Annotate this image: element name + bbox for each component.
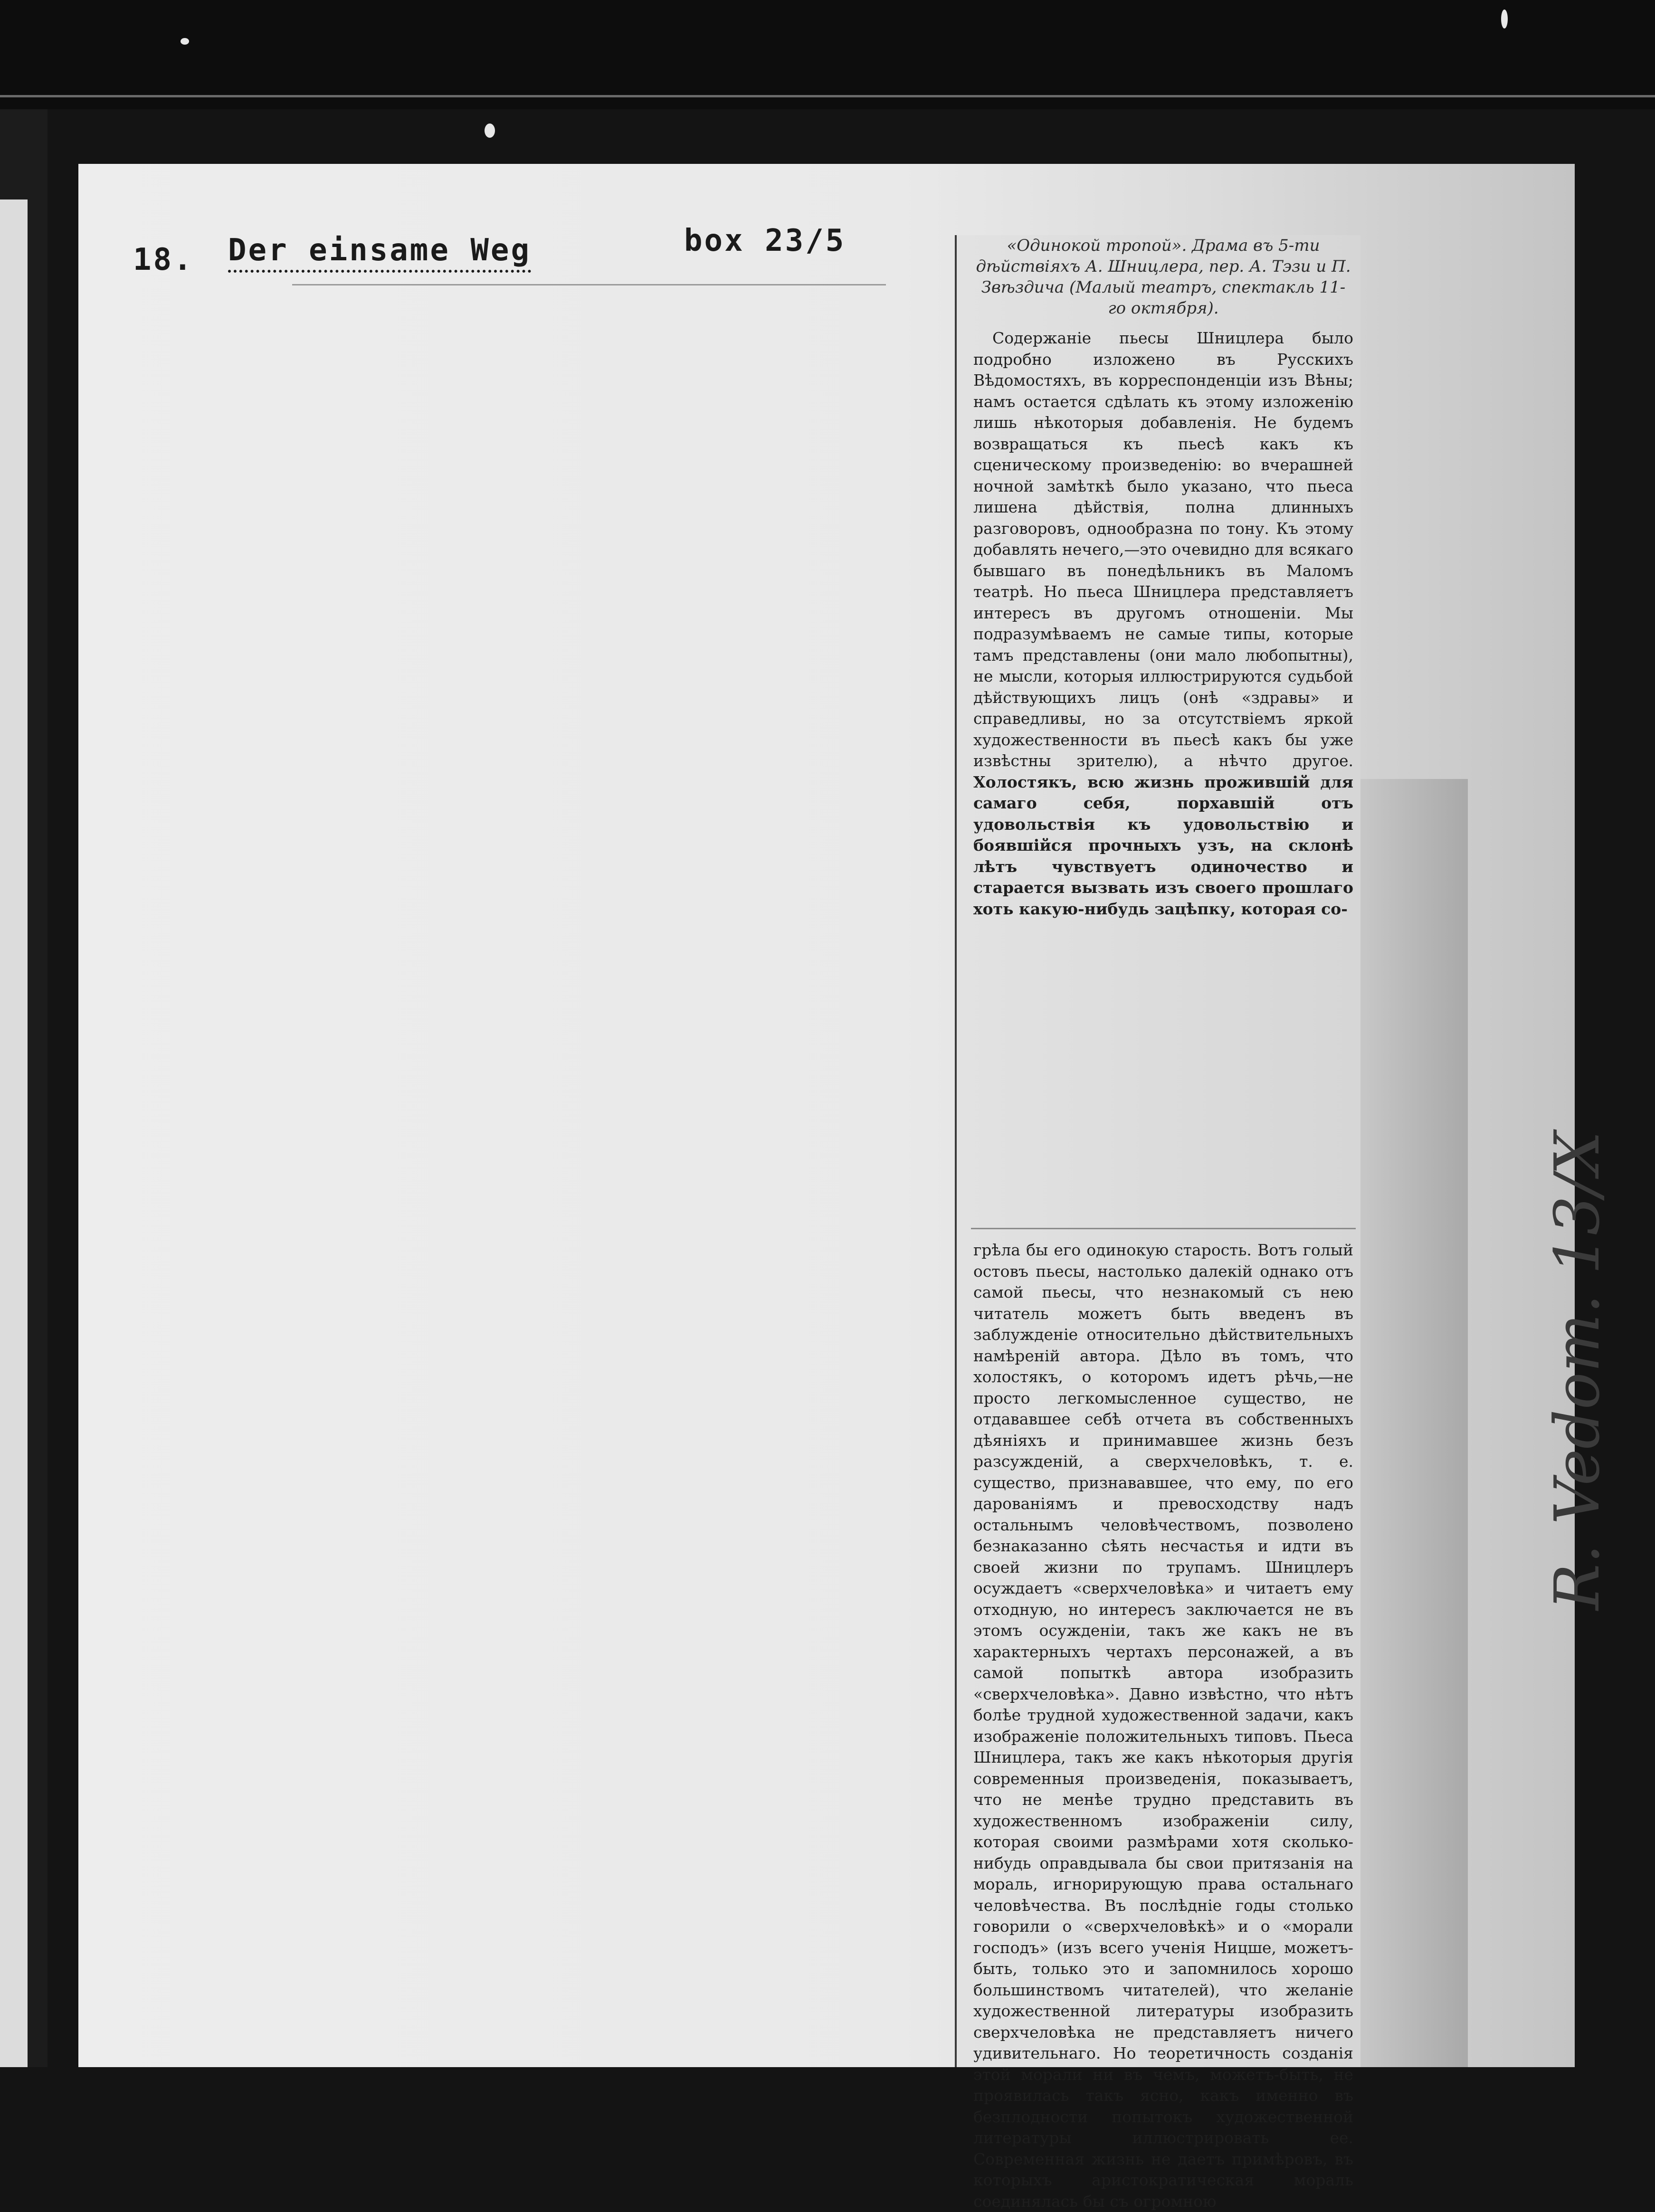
work-title: Der einsame Weg <box>228 233 531 273</box>
clipping-paragraph: грѣла бы его одинокую старость. Вотъ голый остовъ пьесы, настолько далекій однако отъ самой пьесы, что незнакомый съ нею читатель можетъ быть введенъ въ заблужденіе относительно дѣйствительныхъ намѣреній автора. Дѣло въ томъ, что холостякъ, о которомъ идетъ рѣчь,—не просто легкомысленное существо, не отдававшее себѣ отчета въ собственныхъ дѣяніяхъ и принимавшее жизнь безъ разсужденій, а сверхчеловѣкъ, т. е. существо, признававшее, что ему, по его дарованіямъ и превосходству надъ остальнымъ человѣчествомъ, позволено безнаказанно сѣять несчастья и идти въ своей жизни по трупамъ. Шницлеръ осуждаетъ «сверхчеловѣка» и читаетъ ему отходную, но интересъ заключается не въ этомъ осужденіи, такъ же какъ не въ характерныхъ чертахъ персонажей, а въ самой попыткѣ автора изобразить «сверхчеловѣка». Давно извѣстно, что нѣтъ болѣе трудной художественной задачи, какъ изображеніе положительныхъ типовъ. Пьеса Шницлера, такъ же какъ нѣкоторыя другія современныя произведенія, показываетъ, что не менѣе трудно представить въ художественномъ изображеніи силу, которая своими размѣрами хотя сколько-нибудь оправдывала бы свои притязанія на мораль, игнорирующую права остальнаго человѣчества. Въ послѣдніе годы столько говорили о «сверхчеловѣкѣ» и о «морали господъ» (изъ всего ученія Ницше, можетъ-быть, только это и запомнилось хорошо большинствомъ читателей), что желаніе художественной литературы изобразить сверхчеловѣка не представляетъ ничего удивительнаго. Но теоретичность созданія этой морали ни въ чемъ, можетъ-быть, не проявилась такъ ясно, какъ именно въ безплодности попытокъ художественной литературы иллюстрировать ее. Современная жизнь не даетъ примѣровъ, въ которыхъ аристократическая мораль соединялась бы съ огромною <box>973 1241 1353 2211</box>
clipping-margin-strip <box>1354 779 1468 2067</box>
box-reference: box 23/5 <box>684 223 846 258</box>
newspaper-clipping <box>955 235 1360 2211</box>
clipping-column-lower <box>973 1240 1353 2211</box>
header-rule <box>292 284 886 285</box>
dust-speck <box>181 38 189 45</box>
adjacent-page-edge <box>0 199 28 2067</box>
dust-speck <box>485 123 495 138</box>
item-number: 18. <box>133 242 194 277</box>
clipping-column-upper <box>973 328 1353 1221</box>
film-border-rule <box>0 95 1655 97</box>
handwritten-annotation: R. Vedom. 13/X <box>1541 1131 1613 1610</box>
film-border-top <box>0 0 1655 109</box>
dust-speck <box>1501 9 1508 28</box>
clipping-paragraph: Содержаніе пьесы Шницлера было подробно изложено въ Русскихъ Вѣдомостяхъ, въ корреспонденціи изъ Вѣны; намъ остается сдѣлать къ этому изложенію лишь нѣкоторыя добавленія. Не будемъ возвращаться къ пьесѣ какъ къ сценическому произведенію: во вчерашней ночной замѣткѣ было указано, что пьеса лишена дѣйствія, полна длинныхъ разговоровъ, однообразна по тону. Къ этому добавлять нечего,—это очевидно для всякаго бывшаго въ понедѣльникъ въ Маломъ театрѣ. Но пьеса Шницлера представляетъ интересъ въ другомъ отношеніи. Мы подразумѣваемъ не самые типы, которые тамъ представлены (они мало любопытны), не мысли, которыя иллюстрируются судьбой дѣйствующихъ лицъ (онѣ «здравы» и справедливы, но за отсутствіемъ яркой художественности въ пьесѣ какъ бы уже извѣстны зрителю), а нѣчто другое. <box>973 329 1353 770</box>
clipping-heading: «Одинокой тропой». Драма въ 5-ти дѣйствіяхъ А. Шницлера, пер. А. Тэзи и П. Звѣздича (Малый театръ, спектакль 11-го октября). <box>976 236 1351 318</box>
clipping-paragraph-bold: Холостякъ, всю жизнь прожившій для самаго себя, порхавшій отъ удовольствія къ удовольствію и боявшійся прочныхъ узъ, на склонѣ лѣтъ чувствуетъ одиночество и старается вызвать изъ своего прошлаго хоть какую-нибудь зацѣпку, которая со- <box>973 772 1353 918</box>
clipping-fold-line <box>971 1228 1356 1229</box>
